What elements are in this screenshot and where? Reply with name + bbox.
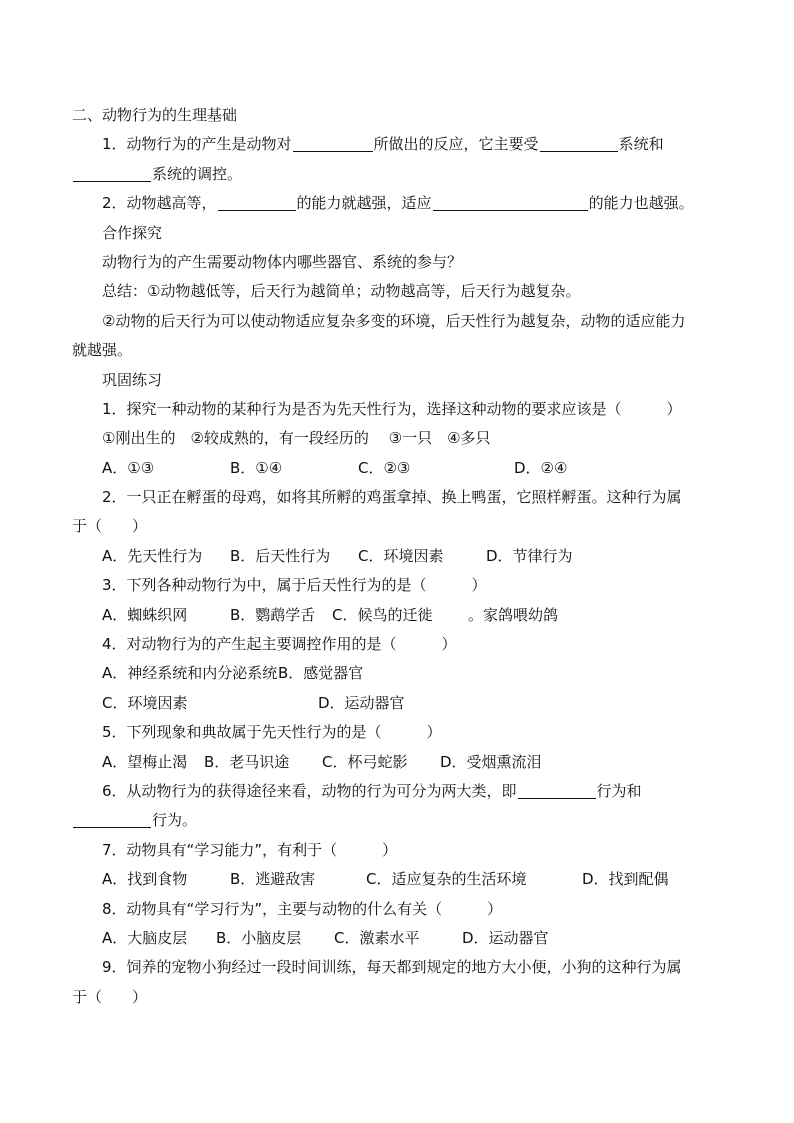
option-a[interactable]: A．神经系统和内分泌系统 (102, 664, 278, 683)
option-a[interactable]: A．①③ (102, 458, 155, 477)
question-6-text-a: 6．从动物行为的获得途径来看，动物的行为可分为两大类，即 (102, 781, 517, 800)
question-1-options (72, 454, 722, 483)
fill-2-text-a: 2．动物越高等， (102, 194, 217, 213)
option-c[interactable]: C．环境因素 (102, 693, 188, 712)
option-d[interactable]: D．运动器官 (318, 693, 405, 712)
option-c[interactable]: C．杯弓蛇影 (322, 752, 408, 771)
question-4-options-row-2 (72, 689, 722, 718)
option-c[interactable]: C．环境因素 (358, 546, 444, 565)
question-7-stem: 7．动物具有“学习能力”，有利于（ ） (102, 840, 398, 859)
question-6-line-2 (72, 806, 722, 835)
explore-summary-1: 总结：①动物越低等，后天行为越简单；动物越高等，后天行为越复杂。 (102, 282, 581, 301)
option-b[interactable]: B．逃避敌害 (230, 870, 316, 889)
option-b[interactable]: B．感觉器官 (278, 664, 364, 683)
option-b[interactable]: B．老马识途 (204, 752, 290, 771)
fill-1-text-b: 所做出的反应，它主要受 (373, 135, 539, 154)
option-d[interactable]: 。家鸽喂幼鸽 (468, 605, 559, 624)
explore-summary-2-line-2: 就越强。 (72, 341, 133, 360)
answer-blank[interactable] (540, 150, 618, 152)
fill-1-text-c: 系统和 (618, 135, 664, 154)
explore-heading: 合作探究 (102, 223, 163, 242)
practice-heading: 巩固练习 (102, 370, 163, 389)
fill-2-text-b: 的能力就越强，适应 (296, 194, 432, 213)
question-2-stem-line-2: 于（ ） (72, 517, 148, 536)
fill-1-text-a: 1．动物行为的产生是动物对 (102, 135, 292, 154)
question-9-stem-line-1: 9．饲养的宠物小狗经过一段时间训练，每天都到规定的地方大小便，小狗的这种行为属 (102, 958, 682, 977)
question-4-stem: 4．对动物行为的产生起主要调控作用的是（ ） (102, 635, 457, 654)
option-b[interactable]: B．鹦鹉学舌 (230, 605, 316, 624)
answer-blank[interactable] (73, 180, 151, 182)
question-8-stem: 8．动物具有“学习行为”，主要与动物的什么有关（ ） (102, 899, 503, 918)
question-5-stem: 5．下列现象和典故属于先天性行为的是（ ） (102, 723, 442, 742)
option-d[interactable]: D．受烟熏流泪 (440, 752, 542, 771)
option-c[interactable]: C．适应复杂的生活环境 (366, 870, 527, 889)
answer-blank[interactable] (433, 209, 588, 211)
explore-summary-2-line-1: ②动物的后天行为可以使动物适应复杂多变的环境，后天性行为越复杂，动物的适应能力 (102, 311, 686, 330)
answer-blank[interactable] (293, 150, 373, 152)
question-5-options (72, 748, 722, 777)
option-a[interactable]: A．望梅止渴 (102, 752, 188, 771)
fill-2-text-c: 的能力也越强。 (588, 194, 694, 213)
question-2-stem-line-1: 2．一只正在孵蛋的母鸡，如将其所孵的鸡蛋拿掉、换上鸭蛋，它照样孵蛋。这种行为属 (102, 488, 682, 507)
option-c[interactable]: C．激素水平 (334, 928, 420, 947)
option-c[interactable]: C．候鸟的迁徙 (332, 605, 433, 624)
explore-question: 动物行为的产生需要动物体内哪些器官、系统的参与？ (102, 252, 463, 271)
answer-blank[interactable] (73, 826, 151, 828)
question-9-stem-line-2: 于（ ） (72, 987, 148, 1006)
option-a[interactable]: A．大脑皮层 (102, 928, 188, 947)
worksheet-content (72, 101, 722, 1012)
fill-question-2 (72, 189, 722, 218)
answer-blank[interactable] (518, 797, 596, 799)
question-6-line-1 (72, 777, 722, 806)
option-c[interactable]: C．②③ (358, 458, 411, 477)
option-a[interactable]: A．先天性行为 (102, 546, 203, 565)
question-6-text-b: 行为和 (596, 781, 642, 800)
question-7-options (72, 865, 722, 894)
option-d[interactable]: D．找到配偶 (582, 870, 669, 889)
section-title: 二、动物行为的生理基础 (72, 106, 238, 124)
option-d[interactable]: D．运动器官 (462, 928, 549, 947)
option-a[interactable]: A．蜘蛛织网 (102, 605, 188, 624)
question-2-options (72, 542, 722, 571)
question-4-options-row-1 (72, 659, 722, 688)
option-d[interactable]: D．②④ (514, 458, 568, 477)
option-d[interactable]: D．节律行为 (486, 546, 573, 565)
question-8-options (72, 924, 722, 953)
question-3-stem: 3．下列各种动物行为中，属于后天性行为的是（ ） (102, 576, 487, 595)
question-6-text-c: 行为。 (152, 811, 198, 830)
fill-1-text-d: 系统的调控。 (152, 164, 243, 183)
option-a[interactable]: A．找到食物 (102, 870, 188, 889)
option-b[interactable]: B．小脑皮层 (216, 928, 302, 947)
fill-question-1-line-2 (72, 160, 722, 189)
fill-question-1-line-1 (72, 130, 722, 159)
option-b[interactable]: B．后天性行为 (230, 546, 331, 565)
option-b[interactable]: B．①④ (230, 458, 283, 477)
question-1-stem: 1．探究一种动物的某种行为是否为先天性行为，选择这种动物的要求应该是（ ） (102, 399, 682, 418)
question-3-options (72, 601, 722, 630)
question-1-items: ①刚出生的 ②较成熟的，有一段经历的 ③一只 ④多只 (102, 429, 491, 448)
answer-blank[interactable] (218, 209, 296, 211)
